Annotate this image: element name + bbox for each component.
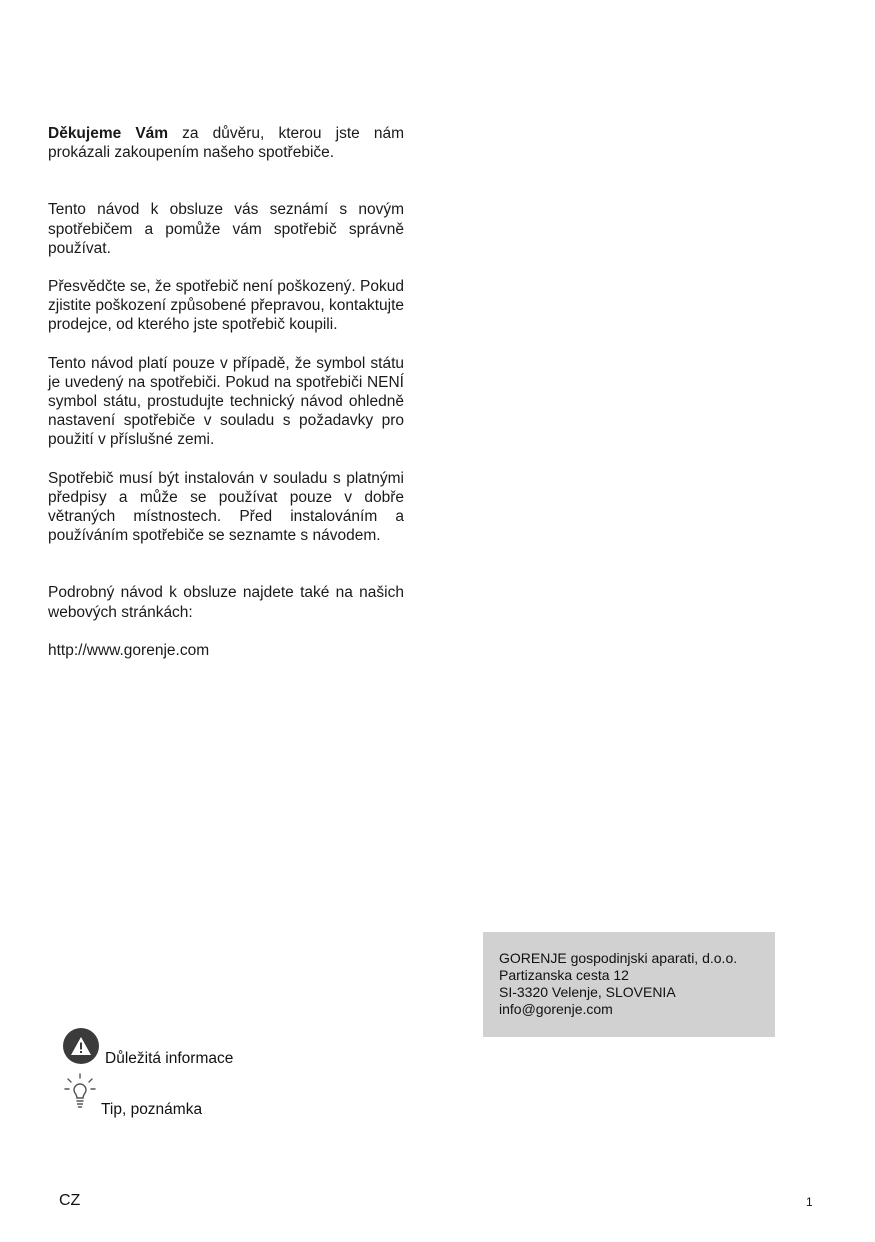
- thanks-lead: Děkujeme Vám: [48, 125, 169, 142]
- thanks-paragraph: [48, 124, 404, 162]
- address-city: SI-3320 Velenje, SLOVENIA: [499, 984, 676, 1000]
- legend-tip: [63, 1072, 203, 1118]
- warning-icon: [63, 1028, 99, 1064]
- lightbulb-icon: [63, 1072, 97, 1115]
- contact-email[interactable]: info@gorenje.com: [499, 1001, 613, 1017]
- intro-text-column: [48, 124, 404, 660]
- manufacturer-address-box: [483, 932, 775, 1037]
- page-number: 1: [806, 1195, 813, 1209]
- intro-paragraph-installation: Spotřebič musí být instalován v souladu s platnými předpisy a může se používat pouze v dobře větraných místnostech. Před instalováním a používáním spotřebiče se seznamte s návodem.: [48, 469, 404, 545]
- legend-important: [63, 1028, 234, 1067]
- address-street: Partizanska cesta 12: [499, 967, 629, 983]
- intro-paragraph-damage: Přesvědčte se, že spotřebič není poškozený. Pokud zjistite poškození způsobené přepravou, kontaktujte prodejce, od kterého jste spotřebič koupili.: [48, 278, 404, 334]
- thanks-rest: za důvěru, kterou jste nám prokázali zakoupením našeho spotřebiče.: [48, 125, 404, 162]
- legend-tip-label: Tip, poznámka: [101, 1101, 203, 1118]
- intro-paragraph-web-manual: Podrobný návod k obsluze najdete také na našich webových stránkách:: [48, 584, 404, 621]
- intro-paragraph-country-symbol: Tento návod platí pouze v případě, že symbol státu je uvedený na spotřebiči. Pokud na spotřebiči NENÍ symbol státu, prostudujte technický návod ohledně nastavení spotřebiče v souladu s požadavky pro použití v příslušné zemi.: [48, 354, 404, 449]
- footer-language-code: CZ: [59, 1192, 81, 1209]
- website-link[interactable]: http://www.gorenje.com: [48, 641, 210, 659]
- intro-paragraph-manual: Tento návod k obsluze vás seznámí s novým spotřebičem a pomůže vám spotřebič správně používat.: [48, 201, 404, 257]
- company-name: GORENJE gospodinjski aparati, d.o.o.: [499, 950, 738, 966]
- legend-important-label: Důležitá informace: [105, 1050, 234, 1067]
